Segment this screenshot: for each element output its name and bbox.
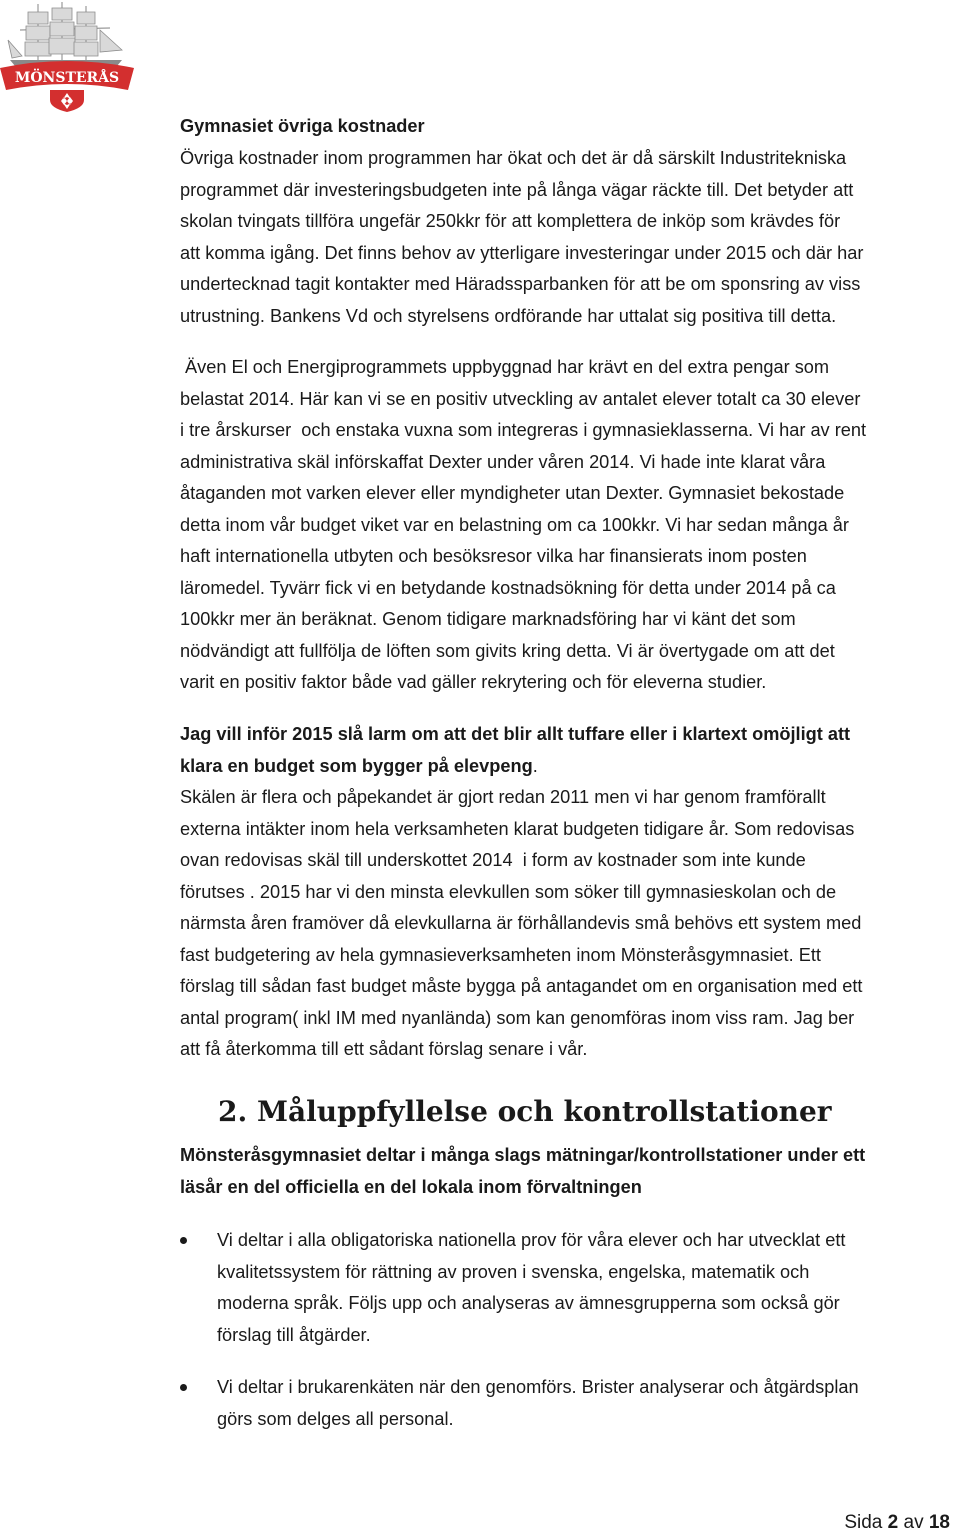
- monsteras-logo: [0, 0, 135, 112]
- text-line: fast budgetering av hela gymnasieverksamheten inom Mönsteråsgymnasiet. Ett: [180, 944, 821, 965]
- page-separator: av: [898, 1512, 929, 1533]
- text-line: åtaganden mot varken elever eller myndigheter utan Dexter. Gymnasiet bekostade: [180, 483, 845, 503]
- text-line: förutses . 2015 har vi den minsta elevkullen som söker till gymnasieskolan och de: [180, 881, 837, 902]
- current-page: 2: [887, 1512, 899, 1533]
- paragraph-reasons: [180, 782, 960, 1066]
- text-line: att komma igång. Det finns behov av ytterligare investeringar under 2015 och där har: [180, 242, 864, 263]
- text-line: Skälen är flera och påpekandet är gjort redan 2011 men vi har genom framförallt: [180, 787, 826, 807]
- text-line: nödvändigt att fullfölja de löften som givits kring detta. Vi är övertygade om att det: [180, 640, 835, 661]
- paragraph-alarm: [180, 719, 960, 782]
- text-line: läromedel. Tyvärr fick vi en betydande kostnadsökning för detta under 2014 på ca: [180, 577, 836, 598]
- text-line: förslag till åtgärder.: [217, 1324, 371, 1345]
- text-line: utrustning. Bankens Vd och styrelsens ordförande har uttalat sig positiva till detta.: [180, 305, 837, 326]
- text-line: programmet där investeringsbudgeten inte på långa vägar räckte till. Det betyder att: [180, 179, 854, 200]
- text-line: läsår en del officiella en del lokala inom förvaltningen: [180, 1176, 642, 1197]
- text-line: haft internationella utbyten och besöksresor vilka har finansierats inom posten: [180, 546, 807, 566]
- text-line: varit en positiv faktor både vad gäller rekrytering och för eleverna studier.: [180, 672, 767, 692]
- logo-text: MÖNSTERÅS: [14, 70, 120, 86]
- text-line: förslag till sådan fast budget måste bygga på antagandet om en organisation med ett: [180, 976, 863, 996]
- text-line: antal program( inkl IM med nyanlända) som kan genomföras inom viss ram. Jag ber: [180, 1007, 855, 1028]
- section-intro: [180, 1140, 960, 1203]
- text-line: görs som delges all personal.: [217, 1408, 454, 1429]
- text-line: Jag vill inför 2015 slå larm om att det blir allt tuffare eller i klartext omöjligt att: [180, 724, 851, 744]
- text-line: ovan redovisas skäl till underskottet 2014 i form av kostnader som inte kunde: [180, 850, 806, 870]
- text-line: Även El och Energiprogrammets uppbyggnad har krävt en del extra pengar som: [180, 357, 830, 377]
- text-line: 100kkr mer än beräknat. Genom tidigare marknadsföring har vi känt det som: [180, 609, 796, 629]
- text-line: moderna språk. Följs upp och analyseras av ämnesgrupperna som också gör: [217, 1293, 840, 1313]
- section-heading: 2. Måluppfyllelse och kontrollstationer: [218, 1095, 832, 1128]
- total-pages: 18: [928, 1512, 950, 1533]
- text-line: belastat 2014. Här kan vi se en positiv utveckling av antalet elever totalt ca 30 elever: [180, 388, 861, 409]
- text-line: externa intäkter inom hela verksamheten klarat budgeten tidigare år. Som redovisas: [180, 818, 855, 839]
- text-line: kvalitetssystem för rättning av proven i svenska, engelska, matematik och: [217, 1261, 810, 1282]
- text-line: Vi deltar i alla obligatoriska nationella prov för våra elever och har utvecklat ett: [217, 1230, 846, 1250]
- text-line: Övriga kostnader inom programmen har ökat och det är då särskilt Industritekniska: [180, 148, 847, 168]
- text-line: att få återkomma till ett sådant förslag senare i vår.: [180, 1039, 588, 1059]
- text-line: närmsta åren framöver då elevkullarna är förhållandevis små behövs ett system med: [180, 913, 862, 933]
- bullet-icon: [180, 1237, 187, 1244]
- paragraph-el-energi: [180, 352, 960, 699]
- text-line: i tre årskurser och enstaka vuxna som integreras i gymnasieklasserna. Vi har av rent: [180, 420, 867, 440]
- text-line: klara en budget som bygger på elevpeng: [180, 755, 533, 776]
- page-label: Sida: [844, 1512, 888, 1533]
- paragraph-investments: [180, 143, 960, 332]
- text-line: skolan tvingats tillföra ungefär 250kkr för att komplettera de inköp som krävdes för: [180, 211, 841, 231]
- text-line: Mönsteråsgymnasiet deltar i många slags mätningar/kontrollstationer under ett: [180, 1145, 866, 1165]
- text-line: undertecknad tagit kontakter med Häradssparbanken för att be om sponsring av viss: [180, 274, 861, 294]
- section-title: Gymnasiet övriga kostnader: [180, 116, 425, 136]
- text-line: administrativa skäl införskaffat Dexter under våren 2014. Vi hade inte klarat våra: [180, 451, 826, 472]
- text-line-suffix: .: [532, 755, 538, 776]
- text-line: Vi deltar i brukarenkäten när den genomförs. Brister analyserar och åtgärdsplan: [217, 1377, 859, 1397]
- page-number: [844, 1510, 950, 1536]
- bullet-icon: [180, 1384, 187, 1391]
- text-line: detta inom vår budget viket var en belastning om ca 100kkr. Vi har sedan många år: [180, 514, 849, 535]
